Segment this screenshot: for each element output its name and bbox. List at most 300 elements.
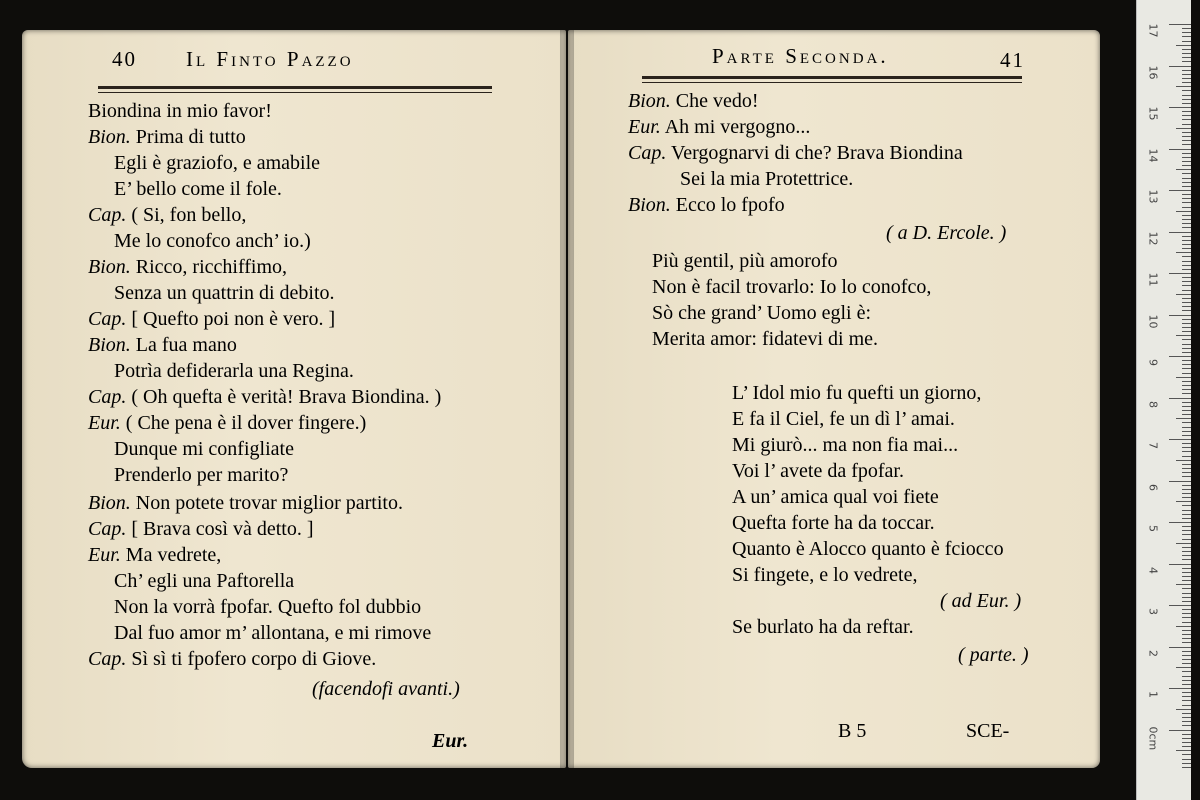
- verse-text: Sì sì ti fpofero corpo di Giove.: [131, 648, 377, 670]
- ruler-tick: [1182, 734, 1191, 735]
- left-line: [88, 124, 246, 150]
- ruler-tick: [1176, 750, 1191, 751]
- ruler-tick: [1182, 70, 1191, 71]
- ruler-tick: [1182, 41, 1191, 42]
- ruler-tick: [1182, 705, 1191, 706]
- ruler-tick: [1182, 103, 1191, 104]
- ruler-tick: [1182, 298, 1191, 299]
- ruler-tick: [1182, 173, 1191, 174]
- ruler-tick: [1182, 36, 1191, 37]
- ruler-tick: [1182, 281, 1191, 282]
- ruler-tick: [1182, 700, 1191, 701]
- ruler-tick: [1182, 95, 1191, 96]
- ruler-tick: [1176, 128, 1191, 129]
- ruler-tick: [1182, 476, 1191, 477]
- right-line: [732, 406, 955, 432]
- speaker-label: Bion.: [88, 256, 131, 278]
- ruler-tick: [1182, 622, 1191, 623]
- ruler-tick: [1182, 368, 1191, 369]
- ruler-tick: [1182, 157, 1191, 158]
- ruler-tick: [1182, 194, 1191, 195]
- ruler-tick: [1182, 555, 1191, 556]
- ruler-number: 5: [1146, 525, 1160, 532]
- ruler-tick: [1182, 202, 1191, 203]
- stage-direction: ( ad Eur. ): [940, 590, 1022, 612]
- ruler-tick: [1176, 460, 1191, 461]
- ruler-tick: [1182, 451, 1191, 452]
- ruler-tick: [1182, 742, 1191, 743]
- ruler-tick: [1182, 82, 1191, 83]
- ruler-tick: [1182, 568, 1191, 569]
- ruler-tick: [1182, 111, 1191, 112]
- ruler-tick: [1182, 393, 1191, 394]
- ruler-tick: [1182, 759, 1191, 760]
- ruler-tick: [1182, 485, 1191, 486]
- right-head-rule: [642, 76, 1022, 79]
- ruler-tick: [1182, 364, 1191, 365]
- verse-text: Non è facil trovarlo: Io lo conofco,: [652, 276, 932, 298]
- ruler-tick: [1182, 514, 1191, 515]
- ruler-tick: [1182, 49, 1191, 50]
- ruler-tick: [1182, 601, 1191, 602]
- ruler-tick: [1182, 580, 1191, 581]
- left-line: [114, 228, 311, 254]
- ruler-number: 15: [1146, 106, 1160, 121]
- ruler-tick: [1182, 630, 1191, 631]
- ruler-tick: [1176, 501, 1191, 502]
- speaker-label: Cap.: [88, 386, 127, 408]
- left-line: [88, 542, 221, 568]
- ruler-tick: [1169, 398, 1191, 399]
- ruler-tick: [1182, 738, 1191, 739]
- verse-text: Me lo conofco anch’ io.): [114, 230, 311, 252]
- right-page-number: 41: [1000, 48, 1025, 72]
- ruler-tick: [1182, 638, 1191, 639]
- right-line: [680, 166, 853, 192]
- left-line: [88, 202, 246, 228]
- ruler-tick: [1182, 119, 1191, 120]
- ruler-tick: [1182, 721, 1191, 722]
- ruler-tick: [1182, 61, 1191, 62]
- stage-direction: (facendofi avanti.): [312, 678, 460, 700]
- ruler-tick: [1169, 107, 1191, 108]
- ruler-tick: [1182, 427, 1191, 428]
- verse-text: Ma vedrete,: [125, 544, 222, 566]
- ruler-tick: [1182, 99, 1191, 100]
- ruler-tick: [1182, 240, 1191, 241]
- ruler-tick: [1182, 277, 1191, 278]
- verse-text: ( Che pena è il dover fingere.): [125, 412, 367, 434]
- ruler-number: 10: [1146, 314, 1160, 328]
- ruler-number: 9: [1146, 359, 1160, 366]
- right-line: [628, 88, 759, 114]
- ruler-tick: [1182, 360, 1191, 361]
- ruler-tick: [1169, 730, 1191, 731]
- ruler-tick: [1182, 464, 1191, 465]
- ruler-tick: [1182, 115, 1191, 116]
- speaker-label: Cap.: [88, 308, 127, 330]
- left-line: [88, 516, 314, 542]
- ruler-tick: [1182, 717, 1191, 718]
- ruler-tick: [1176, 335, 1191, 336]
- ruler-number: 1: [1146, 691, 1160, 698]
- right-line: [628, 114, 810, 140]
- verse-text: La fua mano: [135, 334, 237, 356]
- left-line: [88, 306, 335, 332]
- ruler-number: 8: [1146, 400, 1160, 408]
- speaker-label: Bion.: [628, 194, 671, 216]
- ruler-tick: [1182, 414, 1191, 415]
- ruler-tick: [1182, 754, 1191, 755]
- right-line: [628, 140, 963, 166]
- left-page-number: 40: [112, 47, 137, 71]
- left-line: [312, 676, 460, 702]
- ruler-tick: [1182, 642, 1191, 643]
- ruler-tick: [1182, 539, 1191, 540]
- verse-text: Dal fuo amor m’ allontana, e mi rimove: [114, 622, 432, 644]
- verse-text: [ Brava così và detto. ]: [131, 518, 314, 540]
- ruler-tick: [1169, 24, 1191, 25]
- right-line: [732, 432, 958, 458]
- left-line: [114, 176, 282, 202]
- speaker-label: Bion.: [88, 334, 131, 356]
- ruler-tick: [1182, 692, 1191, 693]
- ruler-tick: [1182, 256, 1191, 257]
- ruler-tick: [1182, 655, 1191, 656]
- signature-mark: B 5: [838, 720, 867, 742]
- ruler-tick: [1182, 530, 1191, 531]
- stage-direction: ( parte. ): [958, 644, 1029, 666]
- ruler-tick: [1182, 290, 1191, 291]
- ruler-tick: [1182, 261, 1191, 262]
- left-line: [114, 594, 421, 620]
- ruler-tick: [1176, 45, 1191, 46]
- ruler-tick: [1169, 190, 1191, 191]
- ruler-tick: [1182, 431, 1191, 432]
- ruler-tick: [1182, 597, 1191, 598]
- left-line: [88, 490, 403, 516]
- ruler-number: 6: [1146, 483, 1160, 491]
- ruler-tick: [1182, 659, 1191, 660]
- ruler-tick: [1176, 543, 1191, 544]
- ruler-tick: [1182, 319, 1191, 320]
- ruler-tick: [1182, 140, 1191, 141]
- verse-text: Ricco, ricchiffimo,: [135, 256, 288, 278]
- ruler-tick: [1182, 593, 1191, 594]
- verse-text: Quefta forte ha da toccar.: [732, 512, 935, 534]
- ruler-tick: [1169, 688, 1191, 689]
- verse-text: Più gentil, più amorofo: [652, 250, 838, 272]
- ruler-tick: [1182, 456, 1191, 457]
- ruler-tick: [1182, 497, 1191, 498]
- verse-text: Quanto è Alocco quanto è fciocco: [732, 538, 1004, 560]
- speaker-label: Cap.: [628, 142, 667, 164]
- ruler-tick: [1182, 547, 1191, 548]
- ruler-tick: [1182, 617, 1191, 618]
- right-line: [940, 588, 1021, 614]
- ruler-tick: [1169, 439, 1191, 440]
- ruler-tick: [1182, 389, 1191, 390]
- ruler-tick: [1182, 323, 1191, 324]
- ruler-number: 4: [1146, 566, 1160, 574]
- ruler-tick: [1182, 725, 1191, 726]
- left-line: [114, 358, 354, 384]
- ruler-tick: [1182, 402, 1191, 403]
- ruler-tick: [1182, 676, 1191, 677]
- ruler-tick: [1169, 605, 1191, 606]
- verse-text: Ah mi vergogno...: [664, 116, 811, 138]
- ruler-number: 17: [1146, 23, 1160, 38]
- verse-text: Mi giurò... ma non fia mai...: [732, 434, 959, 456]
- ruler-tick: [1182, 219, 1191, 220]
- ruler-tick: [1182, 32, 1191, 33]
- ruler-tick: [1182, 136, 1191, 137]
- right-line: [652, 300, 871, 326]
- right-running-title: Parte Seconda.: [712, 44, 889, 68]
- ruler-tick: [1182, 331, 1191, 332]
- left-catchword: Eur.: [432, 730, 469, 752]
- verse-text: Merita amor: fidatevi di me.: [652, 328, 879, 350]
- ruler-tick: [1182, 373, 1191, 374]
- ruler-tick: [1182, 559, 1191, 560]
- ruler-tick: [1182, 90, 1191, 91]
- verse-text: Senza un quattrin di debito.: [114, 282, 335, 304]
- verse-text: Che vedo!: [675, 90, 759, 112]
- ruler-tick: [1169, 522, 1191, 523]
- verse-text: E fa il Ciel, fe un dì l’ amai.: [732, 408, 955, 430]
- left-line: [88, 410, 366, 436]
- ruler-tick: [1182, 381, 1191, 382]
- ruler-tick: [1182, 306, 1191, 307]
- ruler-tick: [1182, 385, 1191, 386]
- ruler-tick: [1182, 285, 1191, 286]
- ruler-tick: [1182, 609, 1191, 610]
- ruler-tick: [1182, 153, 1191, 154]
- left-line: [114, 150, 320, 176]
- right-line: [732, 536, 1004, 562]
- verse-text: Prima di tutto: [135, 126, 246, 148]
- ruler-tick: [1182, 634, 1191, 635]
- speaker-label: Eur.: [628, 116, 661, 138]
- ruler-tick: [1182, 518, 1191, 519]
- ruler-tick: [1176, 709, 1191, 710]
- ruler-tick: [1176, 377, 1191, 378]
- ruler-tick: [1182, 671, 1191, 672]
- verse-text: Biondina in mio favor!: [88, 100, 272, 122]
- ruler-tick: [1176, 418, 1191, 419]
- ruler-number: 13: [1146, 189, 1160, 204]
- verse-text: Potrìa defiderarla una Regina.: [114, 360, 354, 382]
- left-line: [88, 384, 441, 410]
- left-line: [88, 98, 272, 124]
- ruler-tick: [1176, 667, 1191, 668]
- ruler-tick: [1182, 215, 1191, 216]
- left-line: [88, 332, 237, 358]
- ruler-tick: [1182, 505, 1191, 506]
- ruler-tick: [1176, 86, 1191, 87]
- ruler-tick: [1182, 236, 1191, 237]
- ruler-tick: [1182, 74, 1191, 75]
- ruler-tick: [1169, 232, 1191, 233]
- verse-text: ( Si, fon bello,: [131, 204, 247, 226]
- ruler-tick: [1182, 447, 1191, 448]
- right-line: [652, 326, 878, 352]
- verse-text: Sò che grand’ Uomo egli è:: [652, 302, 872, 324]
- ruler-tick: [1182, 472, 1191, 473]
- ruler-number: 11: [1146, 272, 1160, 287]
- ruler-tick: [1182, 78, 1191, 79]
- speaker-label: Eur.: [88, 412, 121, 434]
- ruler-tick: [1182, 352, 1191, 353]
- verse-text: Dunque mi configliate: [114, 438, 294, 460]
- ruler-number: 3: [1146, 608, 1160, 615]
- ruler-tick: [1182, 198, 1191, 199]
- verse-text: Vergognarvi di che? Brava Biondina: [670, 142, 963, 164]
- right-catchword: SCE-: [966, 720, 1010, 742]
- verse-text: ( Oh quefta è verità! Brava Biondina. ): [131, 386, 442, 408]
- left-line: [114, 568, 294, 594]
- ruler-tick: [1169, 273, 1191, 274]
- ruler-tick: [1169, 315, 1191, 316]
- ruler-tick: [1182, 410, 1191, 411]
- verse-text: L’ Idol mio fu quefti un giorno,: [732, 382, 982, 404]
- ruler-tick: [1176, 294, 1191, 295]
- ruler-tick: [1182, 696, 1191, 697]
- ruler-tick: [1182, 651, 1191, 652]
- left-head-rule-thin: [98, 92, 492, 93]
- ruler-tick: [1182, 534, 1191, 535]
- ruler-tick: [1176, 626, 1191, 627]
- ruler-tick: [1182, 746, 1191, 747]
- right-line: [732, 380, 981, 406]
- verse-text: A un’ amica qual voi fiete: [732, 486, 939, 508]
- ruler-number: 7: [1146, 442, 1160, 449]
- ruler-tick: [1182, 510, 1191, 511]
- ruler-tick: [1182, 227, 1191, 228]
- speaker-label: Bion.: [628, 90, 671, 112]
- ruler-tick: [1182, 144, 1191, 145]
- verse-text: Non potete trovar miglior partito.: [135, 492, 403, 514]
- ruler-tick: [1176, 169, 1191, 170]
- ruler-tick: [1182, 186, 1191, 187]
- ruler-tick: [1182, 489, 1191, 490]
- left-line: [114, 462, 288, 488]
- verse-text: Prenderlo per marito?: [114, 464, 289, 486]
- right-line: [732, 562, 918, 588]
- ruler-tick: [1176, 584, 1191, 585]
- ruler-tick: [1182, 344, 1191, 345]
- ruler-tick: [1182, 763, 1191, 764]
- ruler-tick: [1182, 182, 1191, 183]
- ruler-tick: [1169, 564, 1191, 565]
- verse-text: Si fingete, e lo vedrete,: [732, 564, 918, 586]
- ruler-tick: [1182, 443, 1191, 444]
- right-line: [732, 510, 935, 536]
- speaker-label: Eur.: [88, 544, 121, 566]
- ruler-tick: [1182, 265, 1191, 266]
- left-running-title: Il Finto Pazzo: [186, 47, 354, 71]
- ruler-tick: [1169, 66, 1191, 67]
- left-line: [114, 280, 335, 306]
- verse-text: Ch’ egli una Paftorella: [114, 570, 295, 592]
- ruler-number: 12: [1146, 231, 1160, 245]
- stage-direction: ( a D. Ercole. ): [886, 222, 1007, 244]
- ruler-tick: [1182, 53, 1191, 54]
- book-gutter: [560, 30, 574, 768]
- ruler-tick: [1169, 356, 1191, 357]
- left-line: [88, 254, 287, 280]
- right-line: [958, 642, 1029, 668]
- ruler-tick: [1182, 165, 1191, 166]
- right-line: [628, 192, 785, 218]
- ruler-tick: [1182, 339, 1191, 340]
- verse-text: E’ bello come il fole.: [114, 178, 282, 200]
- ruler-tick: [1182, 613, 1191, 614]
- ruler-number: 2: [1146, 649, 1160, 657]
- speaker-label: Cap.: [88, 204, 127, 226]
- ruler-tick: [1182, 124, 1191, 125]
- ruler-tick: [1176, 252, 1191, 253]
- ruler-tick: [1182, 468, 1191, 469]
- verse-text: Voi l’ avete da fpofar.: [732, 460, 904, 482]
- ruler-tick: [1182, 493, 1191, 494]
- ruler-tick: [1182, 207, 1191, 208]
- ruler-tick: [1182, 310, 1191, 311]
- ruler-tick: [1182, 435, 1191, 436]
- left-line: [88, 646, 376, 672]
- ruler-tick: [1169, 647, 1191, 648]
- right-line: [652, 248, 838, 274]
- ruler-tick: [1182, 588, 1191, 589]
- ruler-tick: [1169, 149, 1191, 150]
- verse-text: [ Quefto poi non è vero. ]: [131, 308, 336, 330]
- right-line: [732, 458, 904, 484]
- speaker-label: Cap.: [88, 648, 127, 670]
- right-line: [652, 274, 931, 300]
- ruler-tick: [1182, 302, 1191, 303]
- ruler-tick: [1182, 57, 1191, 58]
- ruler-tick: [1182, 28, 1191, 29]
- ruler-tick: [1182, 576, 1191, 577]
- left-head-rule: [98, 86, 492, 89]
- speaker-label: Cap.: [88, 518, 127, 540]
- ruler-tick: [1182, 406, 1191, 407]
- ruler-tick: [1182, 161, 1191, 162]
- ruler-tick: [1182, 572, 1191, 573]
- right-line: [732, 614, 914, 640]
- speaker-label: Bion.: [88, 492, 131, 514]
- ruler-tick: [1182, 713, 1191, 714]
- measuring-ruler: [1136, 0, 1191, 800]
- ruler-tick: [1182, 684, 1191, 685]
- ruler-tick: [1182, 248, 1191, 249]
- ruler-tick: [1176, 211, 1191, 212]
- right-line: [732, 484, 939, 510]
- ruler-number: 0cm: [1146, 726, 1160, 750]
- ruler-tick: [1182, 663, 1191, 664]
- speaker-label: Bion.: [88, 126, 131, 148]
- ruler-tick: [1182, 551, 1191, 552]
- verse-text: Ecco lo fpofo: [675, 194, 785, 216]
- verse-text: Non la vorrà fpofar. Quefto fol dubbio: [114, 596, 422, 618]
- right-line: [886, 220, 1006, 246]
- ruler-tick: [1182, 680, 1191, 681]
- left-line: [114, 436, 294, 462]
- ruler-number: 14: [1146, 148, 1160, 162]
- verse-text: Se burlato ha da reftar.: [732, 616, 914, 638]
- ruler-tick: [1182, 422, 1191, 423]
- right-head-rule-thin: [642, 82, 1022, 83]
